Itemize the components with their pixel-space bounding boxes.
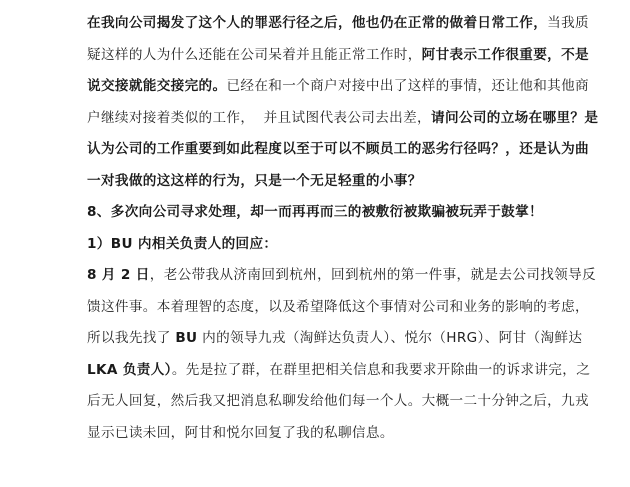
body-text: 户继续对接着类似的工作， 并且试图代表公司去出差，: [87, 109, 431, 126]
subsection-heading: 1）BU 内相关负责人的回应：: [87, 235, 278, 252]
body-text: 。先是拉了群，在群里把相关信息和我要求开除曲一的诉求讲完，之: [171, 361, 591, 378]
paragraph-line: [87, 103, 599, 135]
bold-text: 认为公司的工作重要到如此程度以至于可以不顾员工的恶劣行径吗？，还是认为曲: [87, 141, 589, 157]
date-text: 8 月 2 日: [87, 267, 150, 283]
bold-text: 一对我做的这这样的行为，只是一个无足轻重的小事？: [87, 172, 422, 189]
section-heading: 8、多次向公司寻求处理，却一而再再而三的被敷衍被欺骗被玩弄于鼓掌！: [87, 204, 544, 220]
bold-text: LKA 负责人）: [87, 361, 172, 378]
body-text: 疑这样的人为什么还能在公司呆着并且能正常工作时，: [87, 46, 422, 63]
bold-text: 说交接就能交接完的。: [87, 78, 227, 94]
bold-text: 在我向公司揭发了这个人的罪恶行径之后，他也仍在正常的做着日常工作，: [87, 15, 548, 31]
article-body: [87, 8, 599, 449]
paragraph-line: [87, 323, 583, 355]
body-text: 后无人回复，然后我又把消息私聊发给他们每一个人。大概一二十分钟之后，九戎: [87, 393, 589, 409]
paragraph-line: [87, 355, 591, 387]
paragraph-line: [87, 292, 589, 324]
paragraph-line: [87, 40, 589, 72]
body-text: 已经在和一个商户对接中出了这样的事情，还让他和其他商: [226, 78, 589, 94]
bold-text: BU: [175, 330, 198, 346]
body-text: 所以我先找了: [87, 330, 176, 346]
body-text: 显示已读未回，阿甘和悦尔回复了我的私聊信息。: [87, 424, 394, 441]
paragraph-line: [87, 418, 557, 450]
paragraph-line: [87, 8, 589, 40]
body-text: 馈这件事。本着理智的态度，以及希望降低这个事情对公司和业务的影响的考虑，: [87, 298, 589, 315]
body-text: 内的领导九戎（淘鲜达负责人）、悦尔（HRG）、阿甘（淘鲜达: [197, 330, 583, 346]
bold-text: 请问公司的立场在哪里？是: [431, 109, 599, 126]
paragraph-line: [87, 166, 557, 198]
paragraph-line: [87, 386, 589, 418]
body-text: 当我质: [547, 15, 589, 31]
body-text: ，老公带我从济南回到杭州，回到杭州的第一件事，就是去公司找领导反: [149, 267, 596, 283]
paragraph-line: [87, 260, 596, 292]
paragraph-line: [87, 134, 589, 166]
bold-text: 阿甘表示工作很重要，不是: [421, 46, 589, 63]
paragraph-line: [87, 71, 589, 103]
